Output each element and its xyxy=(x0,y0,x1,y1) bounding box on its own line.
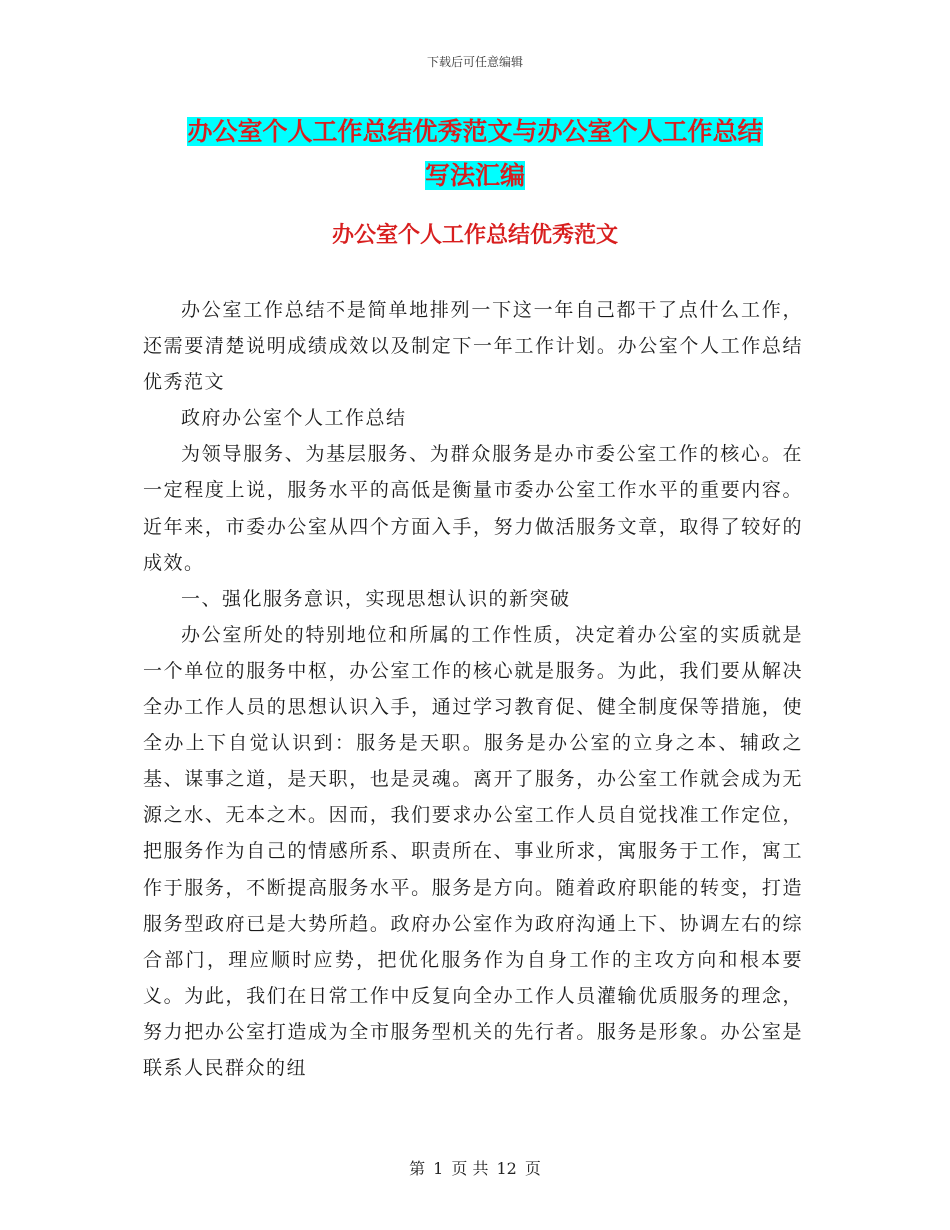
paragraph-core-service: 为领导服务、为基层服务、为群众服务是办市委公室工作的核心。在一定程度上说，服务水平的高低是衡量市委办公室工作水平的重要内容。近年来，市委办公室从四个方面入手，努力做活服务文章，取得了较好的成效。 xyxy=(143,443,803,574)
footer-middle: 页 共 xyxy=(451,1159,489,1178)
document-body xyxy=(143,292,803,1086)
document-title-line-1: 办公室个人工作总结优秀范文与办公室个人工作总结 xyxy=(187,117,763,146)
footer-total-pages: 12 xyxy=(496,1159,517,1178)
paragraph-intro: 办公室工作总结不是简单地排列一下这一年自己都干了点什么工作，还需要清楚说明成绩成效以及制定下一年工作计划。办公室个人工作总结优秀范文 xyxy=(143,299,803,394)
document-title-line-2: 写法汇编 xyxy=(424,161,525,190)
section-title: 办公室个人工作总结优秀范文 xyxy=(331,223,618,248)
paragraph-service-awareness: 办公室所处的特别地位和所属的工作性质，决定着办公室的实质就是一个单位的服务中枢，办公室工作的核心就是服务。为此，我们要从解决全办工作人员的思想认识入手，通过学习教育促、健全制度保等措施，使全办上下自觉认识到：服务是天职。服务是办公室的立身之本、辅政之基、谋事之道，是天职，也是灵魂。离开了服务，办公室工作就会成为无源之水、无本之木。因而，我们要求办公室工作人员自觉找准工作定位，把服务作为自己的情感所系、职责所在、事业所求，寓服务于工作，寓工作于服务，不断提高服务水平。服务是方向。随着政府职能的转变，打造服务型政府已是大势所趋。政府办公室作为政府沟通上下、协调左右的综合部门，理应顺时应势，把优化服务作为自身工作的主攻方向和根本要义。为此，我们在日常工作中反复向全办工作人员灌输优质服务的理念，努力把办公室打造成为全市服务型机关的先行者。服务是形象。办公室是联系人民群众的纽 xyxy=(143,623,803,1079)
page-footer xyxy=(0,1156,950,1179)
footer-page-number: 1 xyxy=(433,1159,444,1178)
paragraph-subheading: 政府办公室个人工作总结 xyxy=(181,407,407,430)
paragraph-heading-1: 一、强化服务意识，实现思想认识的新突破 xyxy=(181,587,571,610)
page-header-note: 下载后可任意编辑 xyxy=(426,55,523,69)
footer-suffix: 页 xyxy=(524,1159,541,1178)
footer-prefix: 第 xyxy=(409,1159,426,1178)
document-title xyxy=(0,110,950,198)
